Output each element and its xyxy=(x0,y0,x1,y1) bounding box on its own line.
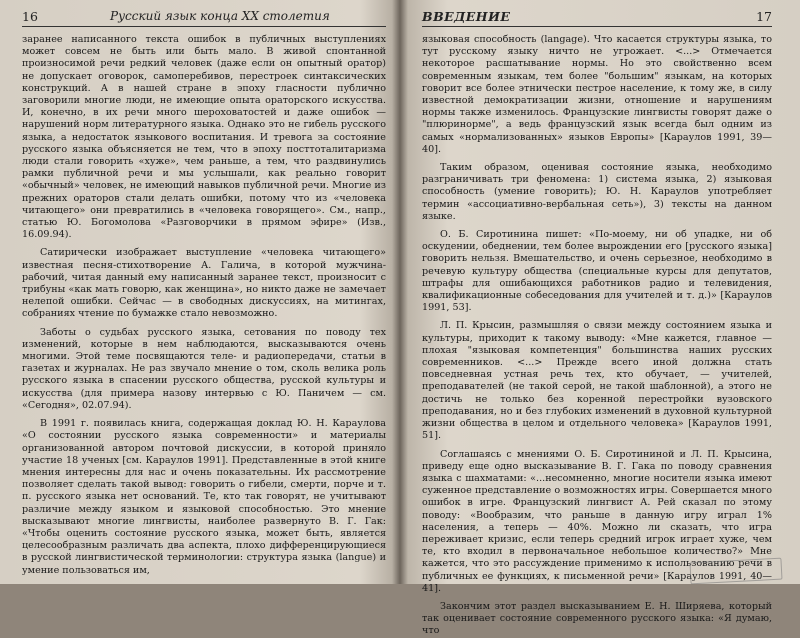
paragraph: языковая способность (langage). Что касается структуры языка, то тут русскому языку ничто не угрожает. <...> Отмечается некоторое расшатывание нормы. Но это свойственно всем современным языкам, тем более "большим" языкам, на которых говорит все более этнически пестрое население, к тому же, в силу известной демократизации жизни, отношение и нарушениям нормы также изменилось. Французские лингвисты говорят даже о "плюринорме", а ведь французский язык всегда был одним из самых «нормализованных» языков Европы» [Караулов 1991, 39—40]. xyxy=(422,34,772,155)
paragraph: Л. П. Крысин, размышляя о связи между состоянием языка и культуры, приходит к такому выводу: «Мне кажется, главное — плохая "языковая компетенция" большинства наших русских современников. <...> Прежде всего иной должна стать повседневная устная речь тех, кто обучает, — учителей, преподавателей (не такой серой, не такой шаблонной), а этого не достичь не только без коренной перестройки вузовского преподавания, но и без глубоких изменений в духовной культурной жизни общества в целом и отдельного человека» [Караулов 1991, 51]. xyxy=(422,320,772,442)
running-title: Русский язык конца XX столетия xyxy=(110,9,330,23)
paragraph: Заботы о судьбах русского языка, сетования по поводу тех изменений, которые в нем наблюдаются, высказываются очень многими. Этой теме посвящаются теле- и радиопередачи, статьи в газетах и журналах. Не раз звучало мнение о том, сколь велика роль русского языка в спасении русского общества, русской культуры и искусства (для примера назову интервью с Ю. Паничем — см. «Сегодня», 02.07.94). xyxy=(22,326,386,411)
paragraph: В 1991 г. появилась книга, содержащая доклад Ю. Н. Караулова «О состоянии русского языка современности» и материалы организованной автором почтовой дискуссии, в которой приняло участие 18 ученых [см. Караулов 1991]. Представленные в этой книге мнения интересны для нас и очень показательны. Их рассмотрение позволяет сделать такой вывод: говорить о гибели, смерти, порче и т. п. русского языка нет оснований. Те, кто так говорят, не учитывают различие между языком и языковой способностью. Это мнение высказывают многие лингвисты, наиболее развернуто В. Г. Гак: «Чтобы оценить состояние русского языка, может быть, является целесообразным различать два аспекта, плохо дифференцирующиеся в русской лингвистической терминологии: структура языка (langue) и умение пользоваться им, xyxy=(22,418,386,576)
paragraph: О. Б. Сиротинина пишет: «По-моему, ни об упадке, ни об оскудении, обеднении, тем более вырождении его [русского языка] говорить нельзя. Вмешательство, и очень серьезное, необходимо в речевую культуру общества (специальные курсы для депутатов, штрафы для ошибающихся работников радио и телевидения, квалификационные собеседования для учителей и т. д.)» [Караулов 1991, 53]. xyxy=(422,229,772,314)
left-page-header xyxy=(22,8,386,27)
page-number: 16 xyxy=(22,9,38,24)
paragraph: Таким образом, оценивая состояние языка, необходимо разграничивать три феномена: 1) система языка, 2) языковая способность (умение говорить); Ю. Н. Караулов употребляет термин «ассоциативно-вербальная сеть»), 3) тексты на данном языке. xyxy=(422,162,772,222)
paragraph: Сатирически изображает выступление «человека читающего» известная песня-стихотворение А. Галича, в которой мужчина-рабочий, читая данный ему написанный заранее текст, произносит с трибуны «как мать говорю, как женщина», но никто даже не замечает нелепой ошибки. Сейчас — в свободных дискуссиях, на митингах, собраниях чтение по бумажке стало невозможно. xyxy=(22,247,386,320)
running-title: ВВЕДЕНИЕ xyxy=(422,9,511,24)
right-page xyxy=(402,0,800,637)
page-number: 17 xyxy=(756,9,772,24)
right-page-body xyxy=(422,34,772,638)
left-page-body xyxy=(22,34,386,577)
paragraph: Закончим этот раздел высказыванием Е. Н. Ширяева, который так оценивает состояние современного русского языка: «Я думаю, что xyxy=(422,600,772,637)
right-page-header xyxy=(422,8,772,27)
paragraph: заранее написанного текста ошибок в публичных выступлениях может совсем не быть или быть мало. В живой спонтанной произносимой речи редкий человек (даже если он опытный оратор) не допускает оговорок, самоперебивов, перестроек синтаксических конструкций. А в нашей стране в эпоху гласности публично заговорили многие люди, не имеющие опыта ораторского искусства. И, конечно, в их речи много шероховатостей и даже ошибок — нарушений норм литературного языка. Однако это не гибель русского языка, а недостаток языкового воспитания. И тревога за состояние русского языка объясняется не тем, что в эпоху посттоталитаризма люди стали говорить «хуже», чем раньше, а тем, что раздвинулись рамки публичной речи и мы услышали, как реально говорит «обычный» человек, не имеющий навыков публичной речи. Многие из прежних ораторов стали делать ошибки, потому что из «человека читающего» они превратились в «человека говорящего». См., напр., статью Ю. Богомолова «Разговорчики в прямом эфире» (Изв., 16.09.94). xyxy=(22,34,386,241)
paragraph: Соглашаясь с мнениями О. Б. Сиротининой и Л. П. Крысина, приведу еще одно высказывание В. Г. Гака по поводу сравнения языка с шахматами: «...несомненно, многие носители языка имеют суженное представление о возможностях игры. Совершается много ошибок в игре. Французский лингвист А. Рей сказал по этому поводу: «Вообразим, что раньше в данную игру играл 1% населения, а теперь — 40%. Можно ли сказать, что игра переживает кризис, если теперь средний игрок играет хуже, чем те, кто входил в первоначальное небольшое количество?» Мне кажется, что это рассуждение применимо к использованию речи в публичных ее функциях, к письменной речи» [Караулов 1991, 40—41]. xyxy=(422,448,772,594)
left-page xyxy=(0,0,398,584)
